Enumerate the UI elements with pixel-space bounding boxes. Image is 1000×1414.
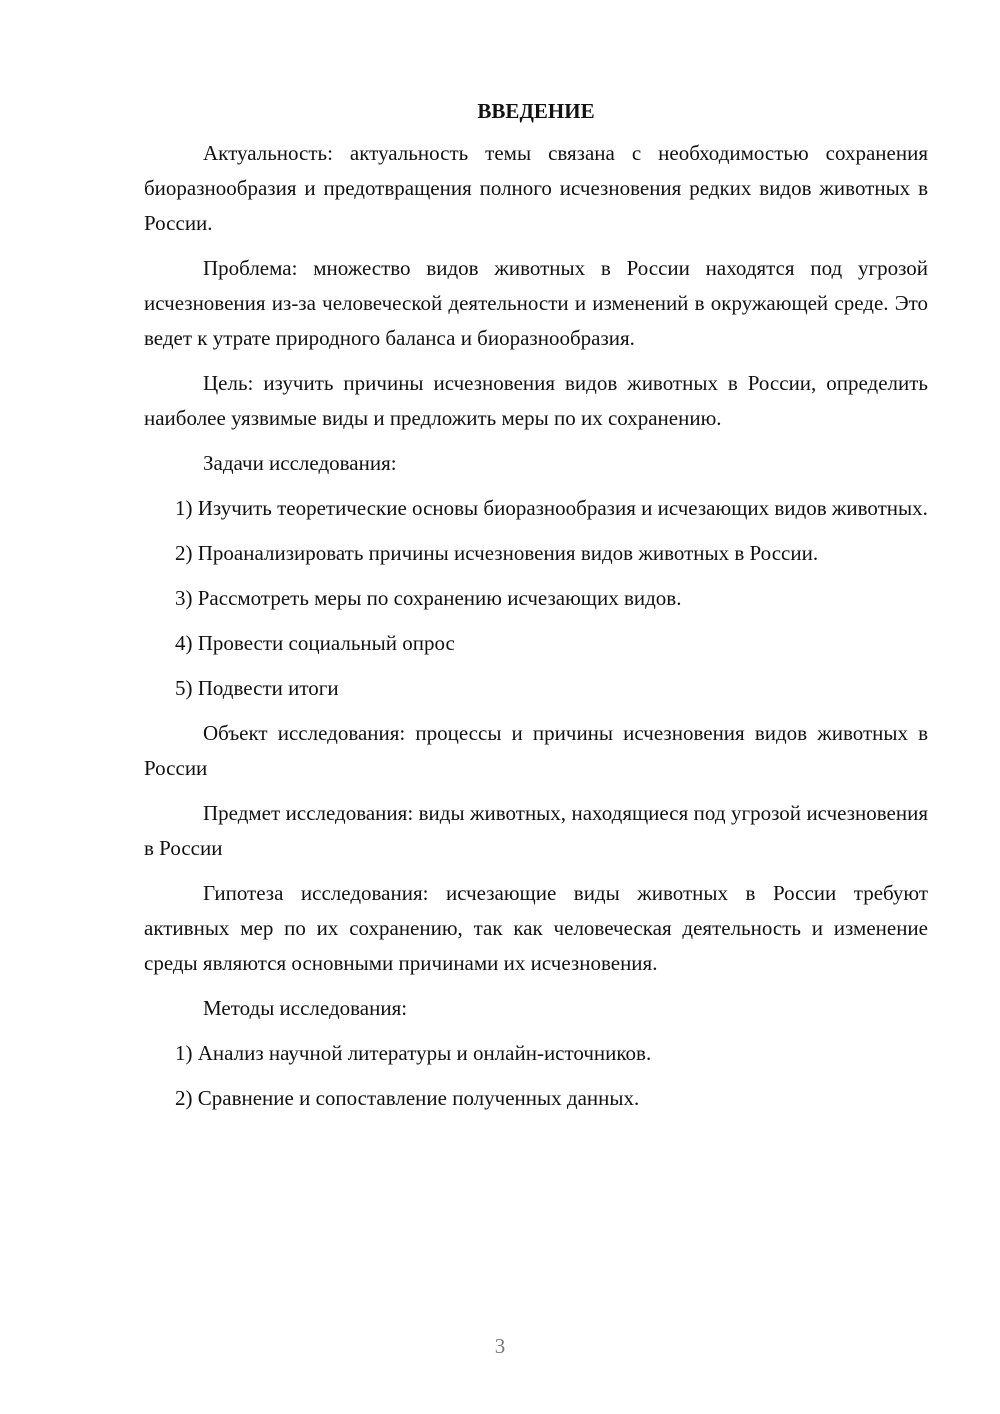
problem-paragraph: Проблема: множество видов животных в России находятся под угрозой исчезновения из-за человеческой деятельности и изменений в окружающей среде. Это ведет к утрате природного баланса и биоразнообразия. [144,256,928,350]
task-item-2: 2) Проанализировать причины исчезновения видов животных в России. [175,541,819,565]
task-item-5: 5) Подвести итоги [175,676,339,700]
task-item-4: 4) Провести социальный опрос [175,631,455,655]
section-title: ВВЕДЕНИЕ [477,99,595,123]
relevance-paragraph: Актуальность: актуальность темы связана с необходимостью сохранения биоразнообразия и предотвращения полного исчезновения редких видов животных в России. [144,141,928,235]
page-number: 3 [494,1334,506,1358]
hypothesis-paragraph: Гипотеза исследования: исчезающие виды животных в России требуют активных мер по их сохранению, так как человеческая деятельность и изменение среды являются основными причинами их исчезновения. [144,881,928,975]
goal-paragraph: Цель: изучить причины исчезновения видов животных в России, определить наиболее уязвимые виды и предложить меры по их сохранению. [144,371,928,430]
research-subject-paragraph: Предмет исследования: виды животных, находящиеся под угрозой исчезновения в России [144,801,928,860]
task-item-3: 3) Рассмотреть меры по сохранению исчезающих видов. [175,586,682,610]
research-object-paragraph: Объект исследования: процессы и причины исчезновения видов животных в России [144,721,928,780]
method-item-2: 2) Сравнение и сопоставление полученных данных. [175,1086,640,1110]
tasks-heading: Задачи исследования: [203,451,397,475]
task-item-1: 1) Изучить теоретические основы биоразнообразия и исчезающих видов животных. [175,496,928,520]
document-body [144,96,928,1126]
methods-heading: Методы исследования: [203,996,408,1020]
method-item-1: 1) Анализ научной литературы и онлайн-источников. [175,1041,652,1065]
